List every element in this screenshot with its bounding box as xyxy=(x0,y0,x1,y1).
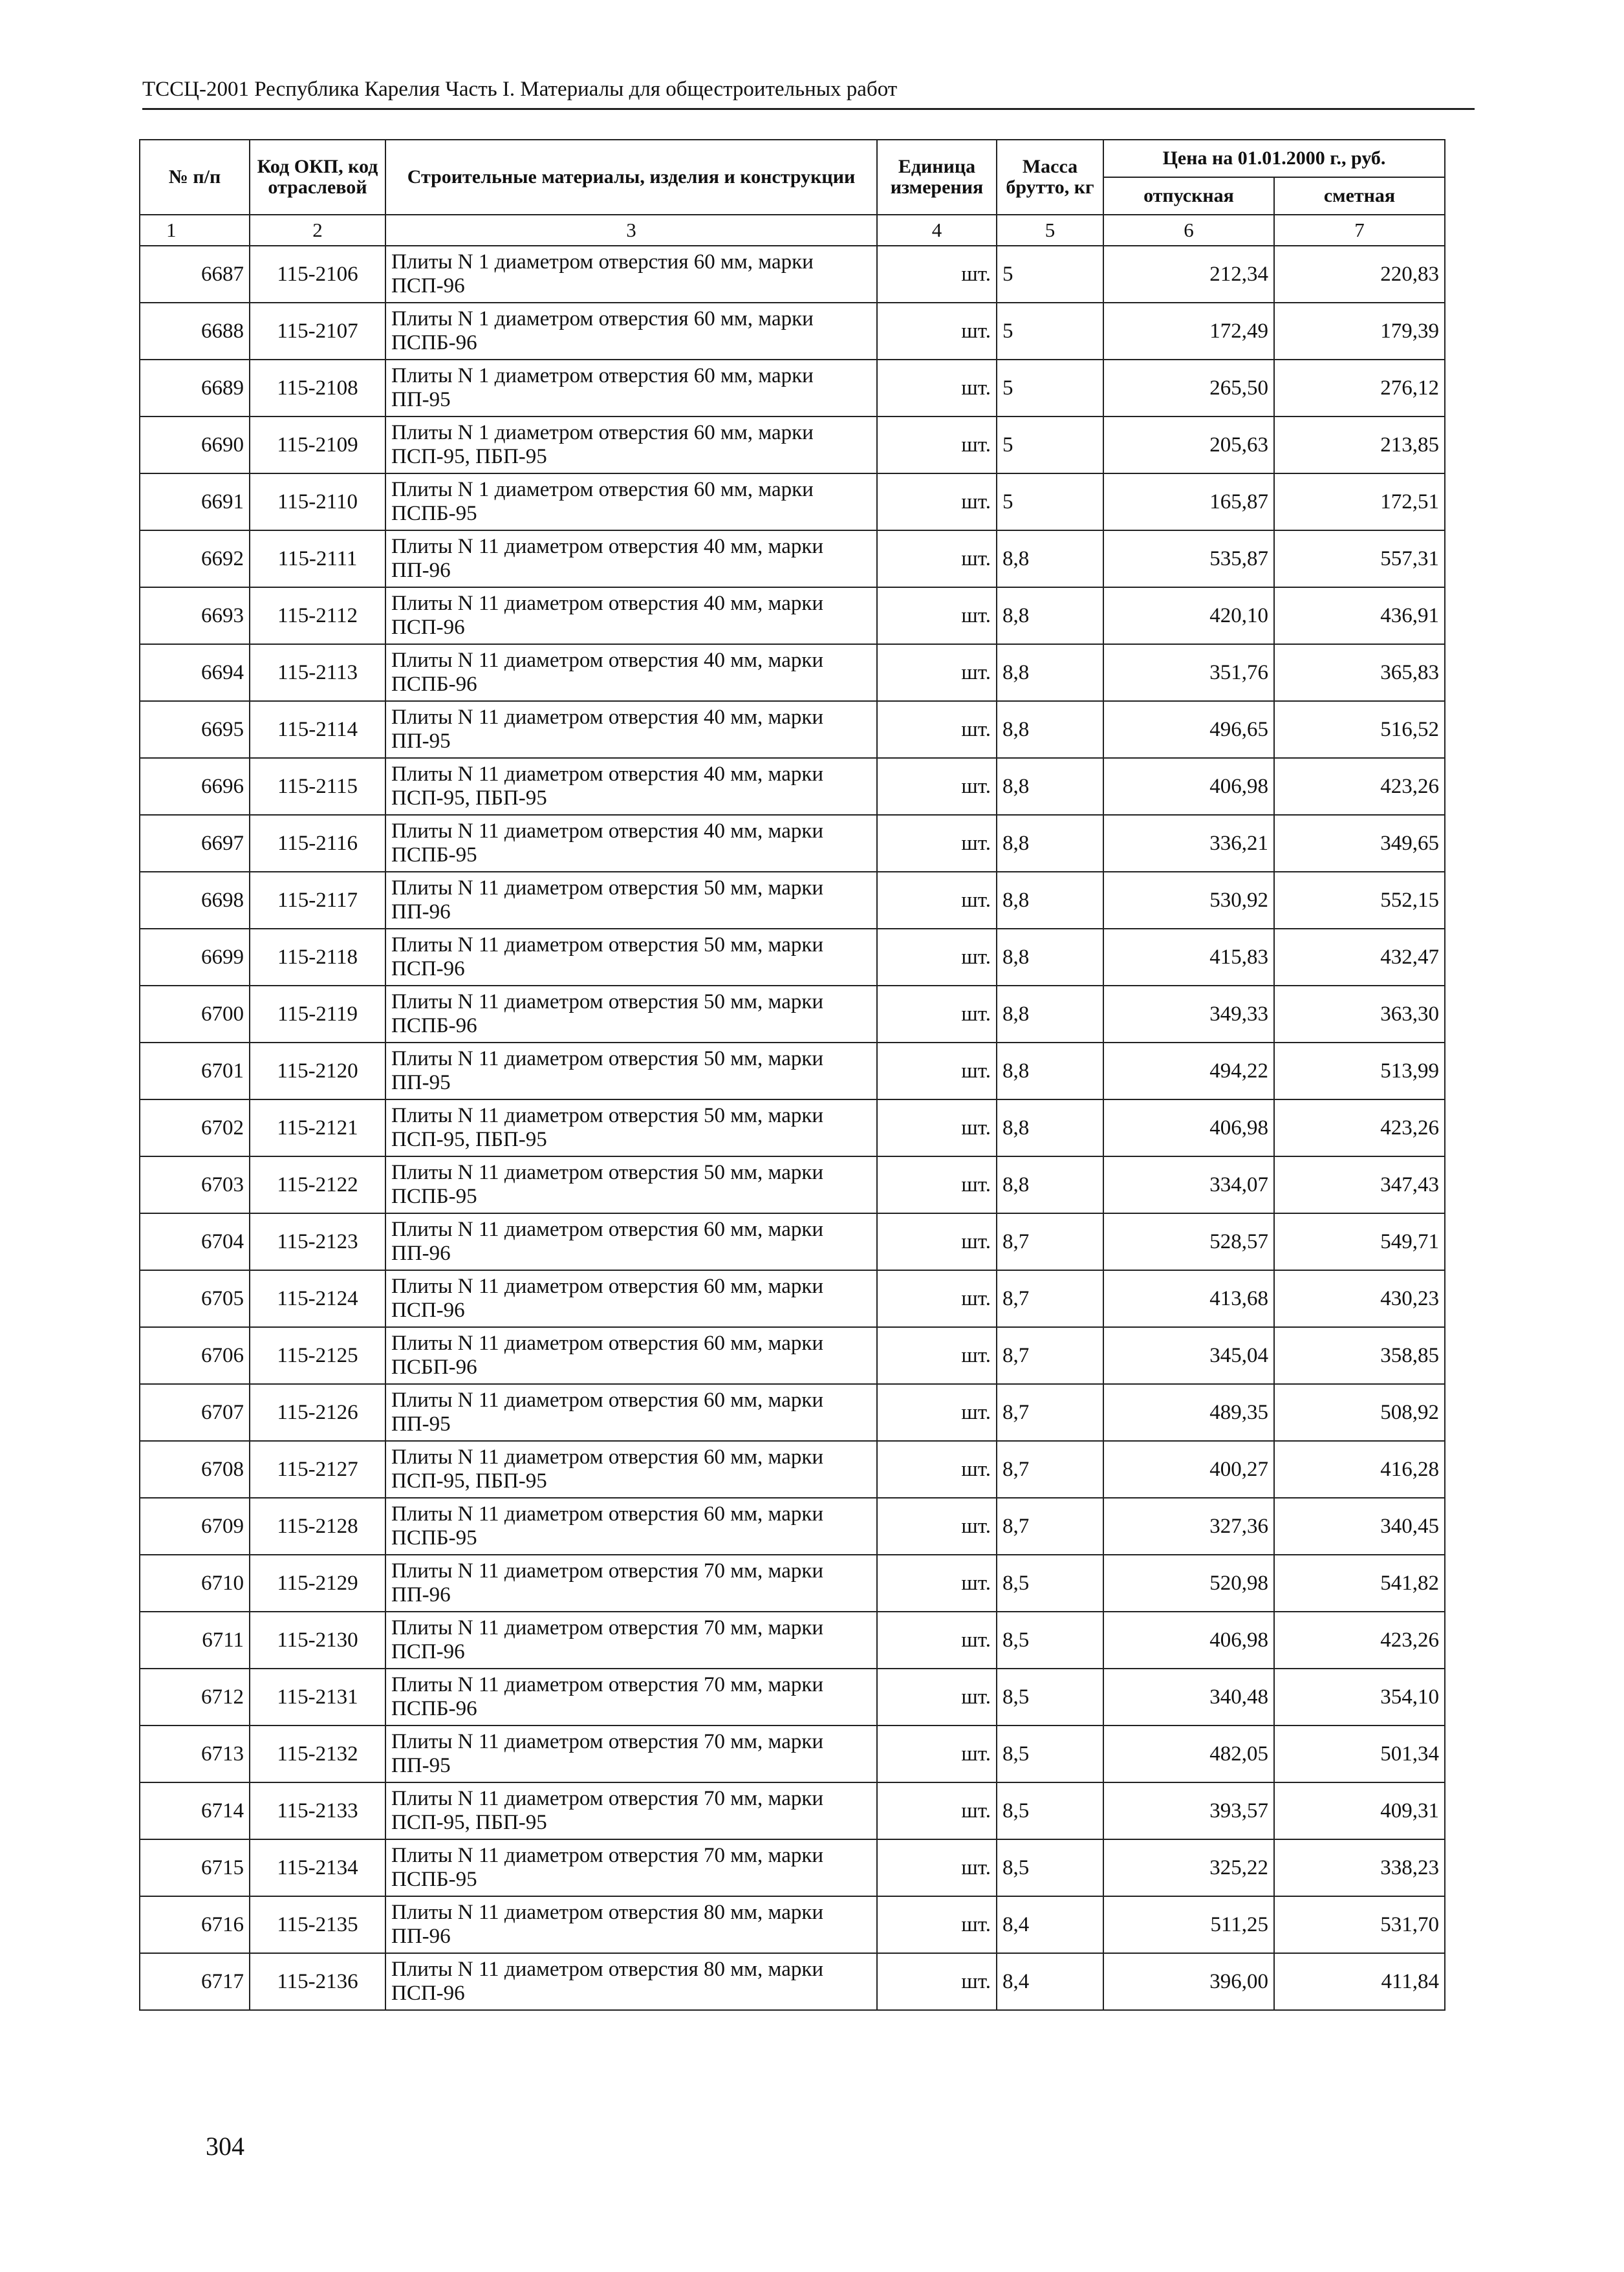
table-row xyxy=(140,1099,1445,1156)
estimate-price: 363,30 xyxy=(1274,986,1445,1043)
estimate-price: 430,23 xyxy=(1274,1270,1445,1327)
table-row xyxy=(140,1043,1445,1099)
material-description: Плиты N 11 диаметром отверстия 50 мм, марки ПСП-95, ПБП-95 xyxy=(385,1099,877,1156)
page-number: 304 xyxy=(206,2132,244,2161)
unit-of-measure: шт. xyxy=(877,1270,997,1327)
unit-of-measure: шт. xyxy=(877,872,997,929)
okp-code: 115-2113 xyxy=(250,644,385,701)
okp-code: 115-2124 xyxy=(250,1270,385,1327)
gross-mass: 8,5 xyxy=(997,1555,1103,1612)
column-number: 5 xyxy=(997,215,1103,246)
release-price: 413,68 xyxy=(1103,1270,1274,1327)
estimate-price: 179,39 xyxy=(1274,303,1445,360)
material-description: Плиты N 11 диаметром отверстия 50 мм, марки ПСПБ-95 xyxy=(385,1156,877,1213)
row-number: 6693 xyxy=(140,587,250,644)
row-number: 6707 xyxy=(140,1384,250,1441)
estimate-price: 354,10 xyxy=(1274,1669,1445,1726)
gross-mass: 8,5 xyxy=(997,1839,1103,1896)
table-row xyxy=(140,530,1445,587)
row-number: 6716 xyxy=(140,1896,250,1953)
gross-mass: 8,8 xyxy=(997,644,1103,701)
row-number: 6687 xyxy=(140,246,250,303)
estimate-price: 411,84 xyxy=(1274,1953,1445,2010)
table-row xyxy=(140,1782,1445,1839)
unit-of-measure: шт. xyxy=(877,530,997,587)
estimate-price: 365,83 xyxy=(1274,644,1445,701)
material-description: Плиты N 11 диаметром отверстия 40 мм, марки ПСП-95, ПБП-95 xyxy=(385,758,877,815)
unit-of-measure: шт. xyxy=(877,1498,997,1555)
okp-code: 115-2108 xyxy=(250,360,385,417)
row-number: 6690 xyxy=(140,417,250,473)
header-price-release: отпускная xyxy=(1103,177,1274,215)
estimate-price: 358,85 xyxy=(1274,1327,1445,1384)
materials-table xyxy=(139,139,1445,2011)
unit-of-measure: шт. xyxy=(877,1213,997,1270)
estimate-price: 172,51 xyxy=(1274,473,1445,530)
unit-of-measure: шт. xyxy=(877,644,997,701)
gross-mass: 8,7 xyxy=(997,1213,1103,1270)
gross-mass: 8,8 xyxy=(997,701,1103,758)
unit-of-measure: шт. xyxy=(877,1669,997,1726)
table-row xyxy=(140,1327,1445,1384)
estimate-price: 516,52 xyxy=(1274,701,1445,758)
release-price: 528,57 xyxy=(1103,1213,1274,1270)
table-row xyxy=(140,1612,1445,1669)
release-price: 340,48 xyxy=(1103,1669,1274,1726)
release-price: 482,05 xyxy=(1103,1726,1274,1782)
table-row xyxy=(140,1498,1445,1555)
estimate-price: 423,26 xyxy=(1274,1099,1445,1156)
gross-mass: 8,7 xyxy=(997,1384,1103,1441)
gross-mass: 8,8 xyxy=(997,872,1103,929)
unit-of-measure: шт. xyxy=(877,1327,997,1384)
release-price: 406,98 xyxy=(1103,1612,1274,1669)
table-row xyxy=(140,246,1445,303)
unit-of-measure: шт. xyxy=(877,1612,997,1669)
okp-code: 115-2135 xyxy=(250,1896,385,1953)
okp-code: 115-2119 xyxy=(250,986,385,1043)
estimate-price: 338,23 xyxy=(1274,1839,1445,1896)
estimate-price: 501,34 xyxy=(1274,1726,1445,1782)
release-price: 212,34 xyxy=(1103,246,1274,303)
unit-of-measure: шт. xyxy=(877,758,997,815)
unit-of-measure: шт. xyxy=(877,1782,997,1839)
table-row xyxy=(140,986,1445,1043)
estimate-price: 347,43 xyxy=(1274,1156,1445,1213)
header-num: № п/п xyxy=(140,140,250,215)
okp-code: 115-2111 xyxy=(250,530,385,587)
gross-mass: 8,8 xyxy=(997,1156,1103,1213)
column-number: 1 xyxy=(140,215,250,246)
estimate-price: 541,82 xyxy=(1274,1555,1445,1612)
gross-mass: 8,8 xyxy=(997,815,1103,872)
row-number: 6717 xyxy=(140,1953,250,2010)
release-price: 494,22 xyxy=(1103,1043,1274,1099)
gross-mass: 8,4 xyxy=(997,1953,1103,2010)
estimate-price: 423,26 xyxy=(1274,758,1445,815)
release-price: 349,33 xyxy=(1103,986,1274,1043)
unit-of-measure: шт. xyxy=(877,1953,997,2010)
gross-mass: 8,8 xyxy=(997,929,1103,986)
table-row xyxy=(140,1384,1445,1441)
row-number: 6697 xyxy=(140,815,250,872)
gross-mass: 8,5 xyxy=(997,1782,1103,1839)
material-description: Плиты N 11 диаметром отверстия 70 мм, марки ПП-95 xyxy=(385,1726,877,1782)
header-code: Код ОКП, код отраслевой xyxy=(250,140,385,215)
table-row xyxy=(140,758,1445,815)
release-price: 530,92 xyxy=(1103,872,1274,929)
unit-of-measure: шт. xyxy=(877,701,997,758)
material-description: Плиты N 11 диаметром отверстия 50 мм, марки ПСПБ-96 xyxy=(385,986,877,1043)
material-description: Плиты N 11 диаметром отверстия 50 мм, марки ПП-96 xyxy=(385,872,877,929)
material-description: Плиты N 11 диаметром отверстия 70 мм, марки ПСПБ-95 xyxy=(385,1839,877,1896)
release-price: 351,76 xyxy=(1103,644,1274,701)
unit-of-measure: шт. xyxy=(877,929,997,986)
table-row xyxy=(140,1156,1445,1213)
okp-code: 115-2131 xyxy=(250,1669,385,1726)
okp-code: 115-2106 xyxy=(250,246,385,303)
release-price: 520,98 xyxy=(1103,1555,1274,1612)
okp-code: 115-2116 xyxy=(250,815,385,872)
unit-of-measure: шт. xyxy=(877,587,997,644)
okp-code: 115-2133 xyxy=(250,1782,385,1839)
estimate-price: 423,26 xyxy=(1274,1612,1445,1669)
unit-of-measure: шт. xyxy=(877,815,997,872)
column-number: 2 xyxy=(250,215,385,246)
row-number: 6704 xyxy=(140,1213,250,1270)
release-price: 415,83 xyxy=(1103,929,1274,986)
row-number: 6699 xyxy=(140,929,250,986)
estimate-price: 409,31 xyxy=(1274,1782,1445,1839)
release-price: 172,49 xyxy=(1103,303,1274,360)
gross-mass: 8,7 xyxy=(997,1498,1103,1555)
table-row xyxy=(140,473,1445,530)
release-price: 345,04 xyxy=(1103,1327,1274,1384)
release-price: 406,98 xyxy=(1103,758,1274,815)
unit-of-measure: шт. xyxy=(877,1156,997,1213)
row-number: 6695 xyxy=(140,701,250,758)
gross-mass: 8,7 xyxy=(997,1270,1103,1327)
material-description: Плиты N 11 диаметром отверстия 60 мм, марки ПП-96 xyxy=(385,1213,877,1270)
gross-mass: 8,5 xyxy=(997,1612,1103,1669)
release-price: 205,63 xyxy=(1103,417,1274,473)
material-description: Плиты N 11 диаметром отверстия 50 мм, марки ПСП-96 xyxy=(385,929,877,986)
table-row xyxy=(140,701,1445,758)
table-row xyxy=(140,587,1445,644)
okp-code: 115-2126 xyxy=(250,1384,385,1441)
row-number: 6714 xyxy=(140,1782,250,1839)
gross-mass: 8,5 xyxy=(997,1726,1103,1782)
release-price: 336,21 xyxy=(1103,815,1274,872)
gross-mass: 8,8 xyxy=(997,758,1103,815)
okp-code: 115-2125 xyxy=(250,1327,385,1384)
row-number: 6708 xyxy=(140,1441,250,1498)
table-row xyxy=(140,929,1445,986)
unit-of-measure: шт. xyxy=(877,1726,997,1782)
row-number: 6701 xyxy=(140,1043,250,1099)
column-number: 4 xyxy=(877,215,997,246)
column-number: 6 xyxy=(1103,215,1274,246)
unit-of-measure: шт. xyxy=(877,1555,997,1612)
estimate-price: 220,83 xyxy=(1274,246,1445,303)
material-description: Плиты N 11 диаметром отверстия 40 мм, марки ПП-95 xyxy=(385,701,877,758)
estimate-price: 213,85 xyxy=(1274,417,1445,473)
gross-mass: 8,8 xyxy=(997,587,1103,644)
table-row xyxy=(140,1896,1445,1953)
column-number: 7 xyxy=(1274,215,1445,246)
gross-mass: 5 xyxy=(997,303,1103,360)
okp-code: 115-2110 xyxy=(250,473,385,530)
release-price: 496,65 xyxy=(1103,701,1274,758)
unit-of-measure: шт. xyxy=(877,986,997,1043)
table-row xyxy=(140,360,1445,417)
row-number: 6702 xyxy=(140,1099,250,1156)
okp-code: 115-2121 xyxy=(250,1099,385,1156)
gross-mass: 5 xyxy=(997,246,1103,303)
material-description: Плиты N 1 диаметром отверстия 60 мм, марки ПСП-95, ПБП-95 xyxy=(385,417,877,473)
header-price-estimate: сметная xyxy=(1274,177,1445,215)
row-number: 6696 xyxy=(140,758,250,815)
estimate-price: 432,47 xyxy=(1274,929,1445,986)
header-mass: Масса брутто, кг xyxy=(997,140,1103,215)
material-description: Плиты N 11 диаметром отверстия 50 мм, марки ПП-95 xyxy=(385,1043,877,1099)
header-name: Строительные материалы, изделия и конструкции xyxy=(385,140,877,215)
gross-mass: 5 xyxy=(997,473,1103,530)
material-description: Плиты N 11 диаметром отверстия 80 мм, марки ПП-96 xyxy=(385,1896,877,1953)
release-price: 420,10 xyxy=(1103,587,1274,644)
material-description: Плиты N 11 диаметром отверстия 80 мм, марки ПСП-96 xyxy=(385,1953,877,2010)
release-price: 511,25 xyxy=(1103,1896,1274,1953)
header-unit: Единица измерения xyxy=(877,140,997,215)
material-description: Плиты N 1 диаметром отверстия 60 мм, марки ПСП-96 xyxy=(385,246,877,303)
estimate-price: 349,65 xyxy=(1274,815,1445,872)
okp-code: 115-2128 xyxy=(250,1498,385,1555)
estimate-price: 436,91 xyxy=(1274,587,1445,644)
table-row xyxy=(140,1839,1445,1896)
table-row xyxy=(140,1669,1445,1726)
okp-code: 115-2123 xyxy=(250,1213,385,1270)
material-description: Плиты N 11 диаметром отверстия 60 мм, марки ПСП-96 xyxy=(385,1270,877,1327)
table-row xyxy=(140,872,1445,929)
material-description: Плиты N 11 диаметром отверстия 40 мм, марки ПСП-96 xyxy=(385,587,877,644)
gross-mass: 8,8 xyxy=(997,986,1103,1043)
row-number: 6700 xyxy=(140,986,250,1043)
material-description: Плиты N 11 диаметром отверстия 40 мм, марки ПСПБ-95 xyxy=(385,815,877,872)
material-description: Плиты N 11 диаметром отверстия 70 мм, марки ПП-96 xyxy=(385,1555,877,1612)
unit-of-measure: шт. xyxy=(877,1441,997,1498)
row-number: 6715 xyxy=(140,1839,250,1896)
table-row xyxy=(140,1953,1445,2010)
okp-code: 115-2117 xyxy=(250,872,385,929)
row-number: 6713 xyxy=(140,1726,250,1782)
row-number: 6711 xyxy=(140,1612,250,1669)
unit-of-measure: шт. xyxy=(877,473,997,530)
estimate-price: 340,45 xyxy=(1274,1498,1445,1555)
estimate-price: 531,70 xyxy=(1274,1896,1445,1953)
release-price: 400,27 xyxy=(1103,1441,1274,1498)
material-description: Плиты N 11 диаметром отверстия 60 мм, марки ПСПБ-95 xyxy=(385,1498,877,1555)
okp-code: 115-2130 xyxy=(250,1612,385,1669)
table-row xyxy=(140,815,1445,872)
column-number: 3 xyxy=(385,215,877,246)
release-price: 325,22 xyxy=(1103,1839,1274,1896)
material-description: Плиты N 11 диаметром отверстия 40 мм, марки ПСПБ-96 xyxy=(385,644,877,701)
okp-code: 115-2114 xyxy=(250,701,385,758)
unit-of-measure: шт. xyxy=(877,246,997,303)
header-price-group: Цена на 01.01.2000 г., руб. xyxy=(1103,140,1445,177)
unit-of-measure: шт. xyxy=(877,417,997,473)
okp-code: 115-2120 xyxy=(250,1043,385,1099)
row-number: 6712 xyxy=(140,1669,250,1726)
estimate-price: 552,15 xyxy=(1274,872,1445,929)
row-number: 6691 xyxy=(140,473,250,530)
table-row xyxy=(140,1441,1445,1498)
estimate-price: 513,99 xyxy=(1274,1043,1445,1099)
gross-mass: 5 xyxy=(997,360,1103,417)
okp-code: 115-2132 xyxy=(250,1726,385,1782)
estimate-price: 508,92 xyxy=(1274,1384,1445,1441)
okp-code: 115-2107 xyxy=(250,303,385,360)
row-number: 6709 xyxy=(140,1498,250,1555)
material-description: Плиты N 11 диаметром отверстия 40 мм, марки ПП-96 xyxy=(385,530,877,587)
table-body xyxy=(140,246,1445,2010)
release-price: 535,87 xyxy=(1103,530,1274,587)
table-row xyxy=(140,1270,1445,1327)
release-price: 334,07 xyxy=(1103,1156,1274,1213)
okp-code: 115-2112 xyxy=(250,587,385,644)
row-number: 6705 xyxy=(140,1270,250,1327)
gross-mass: 8,5 xyxy=(997,1669,1103,1726)
release-price: 489,35 xyxy=(1103,1384,1274,1441)
release-price: 265,50 xyxy=(1103,360,1274,417)
gross-mass: 8,8 xyxy=(997,1043,1103,1099)
release-price: 327,36 xyxy=(1103,1498,1274,1555)
material-description: Плиты N 11 диаметром отверстия 60 мм, марки ПП-95 xyxy=(385,1384,877,1441)
okp-code: 115-2115 xyxy=(250,758,385,815)
okp-code: 115-2134 xyxy=(250,1839,385,1896)
unit-of-measure: шт. xyxy=(877,360,997,417)
table-row xyxy=(140,303,1445,360)
unit-of-measure: шт. xyxy=(877,303,997,360)
estimate-price: 549,71 xyxy=(1274,1213,1445,1270)
table-row xyxy=(140,417,1445,473)
row-number: 6694 xyxy=(140,644,250,701)
okp-code: 115-2129 xyxy=(250,1555,385,1612)
okp-code: 115-2118 xyxy=(250,929,385,986)
unit-of-measure: шт. xyxy=(877,1099,997,1156)
gross-mass: 5 xyxy=(997,417,1103,473)
okp-code: 115-2109 xyxy=(250,417,385,473)
material-description: Плиты N 11 диаметром отверстия 60 мм, марки ПСБП-96 xyxy=(385,1327,877,1384)
page-header: ТССЦ-2001 Республика Карелия Часть I. Материалы для общестроительных работ xyxy=(142,78,1475,110)
gross-mass: 8,8 xyxy=(997,1099,1103,1156)
estimate-price: 557,31 xyxy=(1274,530,1445,587)
material-description: Плиты N 1 диаметром отверстия 60 мм, марки ПП-95 xyxy=(385,360,877,417)
estimate-price: 416,28 xyxy=(1274,1441,1445,1498)
gross-mass: 8,8 xyxy=(997,530,1103,587)
row-number: 6703 xyxy=(140,1156,250,1213)
row-number: 6710 xyxy=(140,1555,250,1612)
table-row xyxy=(140,1726,1445,1782)
material-description: Плиты N 1 диаметром отверстия 60 мм, марки ПСПБ-95 xyxy=(385,473,877,530)
unit-of-measure: шт. xyxy=(877,1839,997,1896)
estimate-price: 276,12 xyxy=(1274,360,1445,417)
row-number: 6689 xyxy=(140,360,250,417)
okp-code: 115-2122 xyxy=(250,1156,385,1213)
unit-of-measure: шт. xyxy=(877,1384,997,1441)
row-number: 6698 xyxy=(140,872,250,929)
okp-code: 115-2127 xyxy=(250,1441,385,1498)
unit-of-measure: шт. xyxy=(877,1043,997,1099)
material-description: Плиты N 1 диаметром отверстия 60 мм, марки ПСПБ-96 xyxy=(385,303,877,360)
row-number: 6706 xyxy=(140,1327,250,1384)
table-row xyxy=(140,1555,1445,1612)
release-price: 165,87 xyxy=(1103,473,1274,530)
material-description: Плиты N 11 диаметром отверстия 70 мм, марки ПСП-95, ПБП-95 xyxy=(385,1782,877,1839)
gross-mass: 8,7 xyxy=(997,1441,1103,1498)
material-description: Плиты N 11 диаметром отверстия 70 мм, марки ПСП-96 xyxy=(385,1612,877,1669)
unit-of-measure: шт. xyxy=(877,1896,997,1953)
table-row xyxy=(140,1213,1445,1270)
release-price: 396,00 xyxy=(1103,1953,1274,2010)
release-price: 406,98 xyxy=(1103,1099,1274,1156)
gross-mass: 8,7 xyxy=(997,1327,1103,1384)
material-description: Плиты N 11 диаметром отверстия 60 мм, марки ПСП-95, ПБП-95 xyxy=(385,1441,877,1498)
table-row xyxy=(140,644,1445,701)
okp-code: 115-2136 xyxy=(250,1953,385,2010)
material-description: Плиты N 11 диаметром отверстия 70 мм, марки ПСПБ-96 xyxy=(385,1669,877,1726)
release-price: 393,57 xyxy=(1103,1782,1274,1839)
row-number: 6688 xyxy=(140,303,250,360)
row-number: 6692 xyxy=(140,530,250,587)
gross-mass: 8,4 xyxy=(997,1896,1103,1953)
